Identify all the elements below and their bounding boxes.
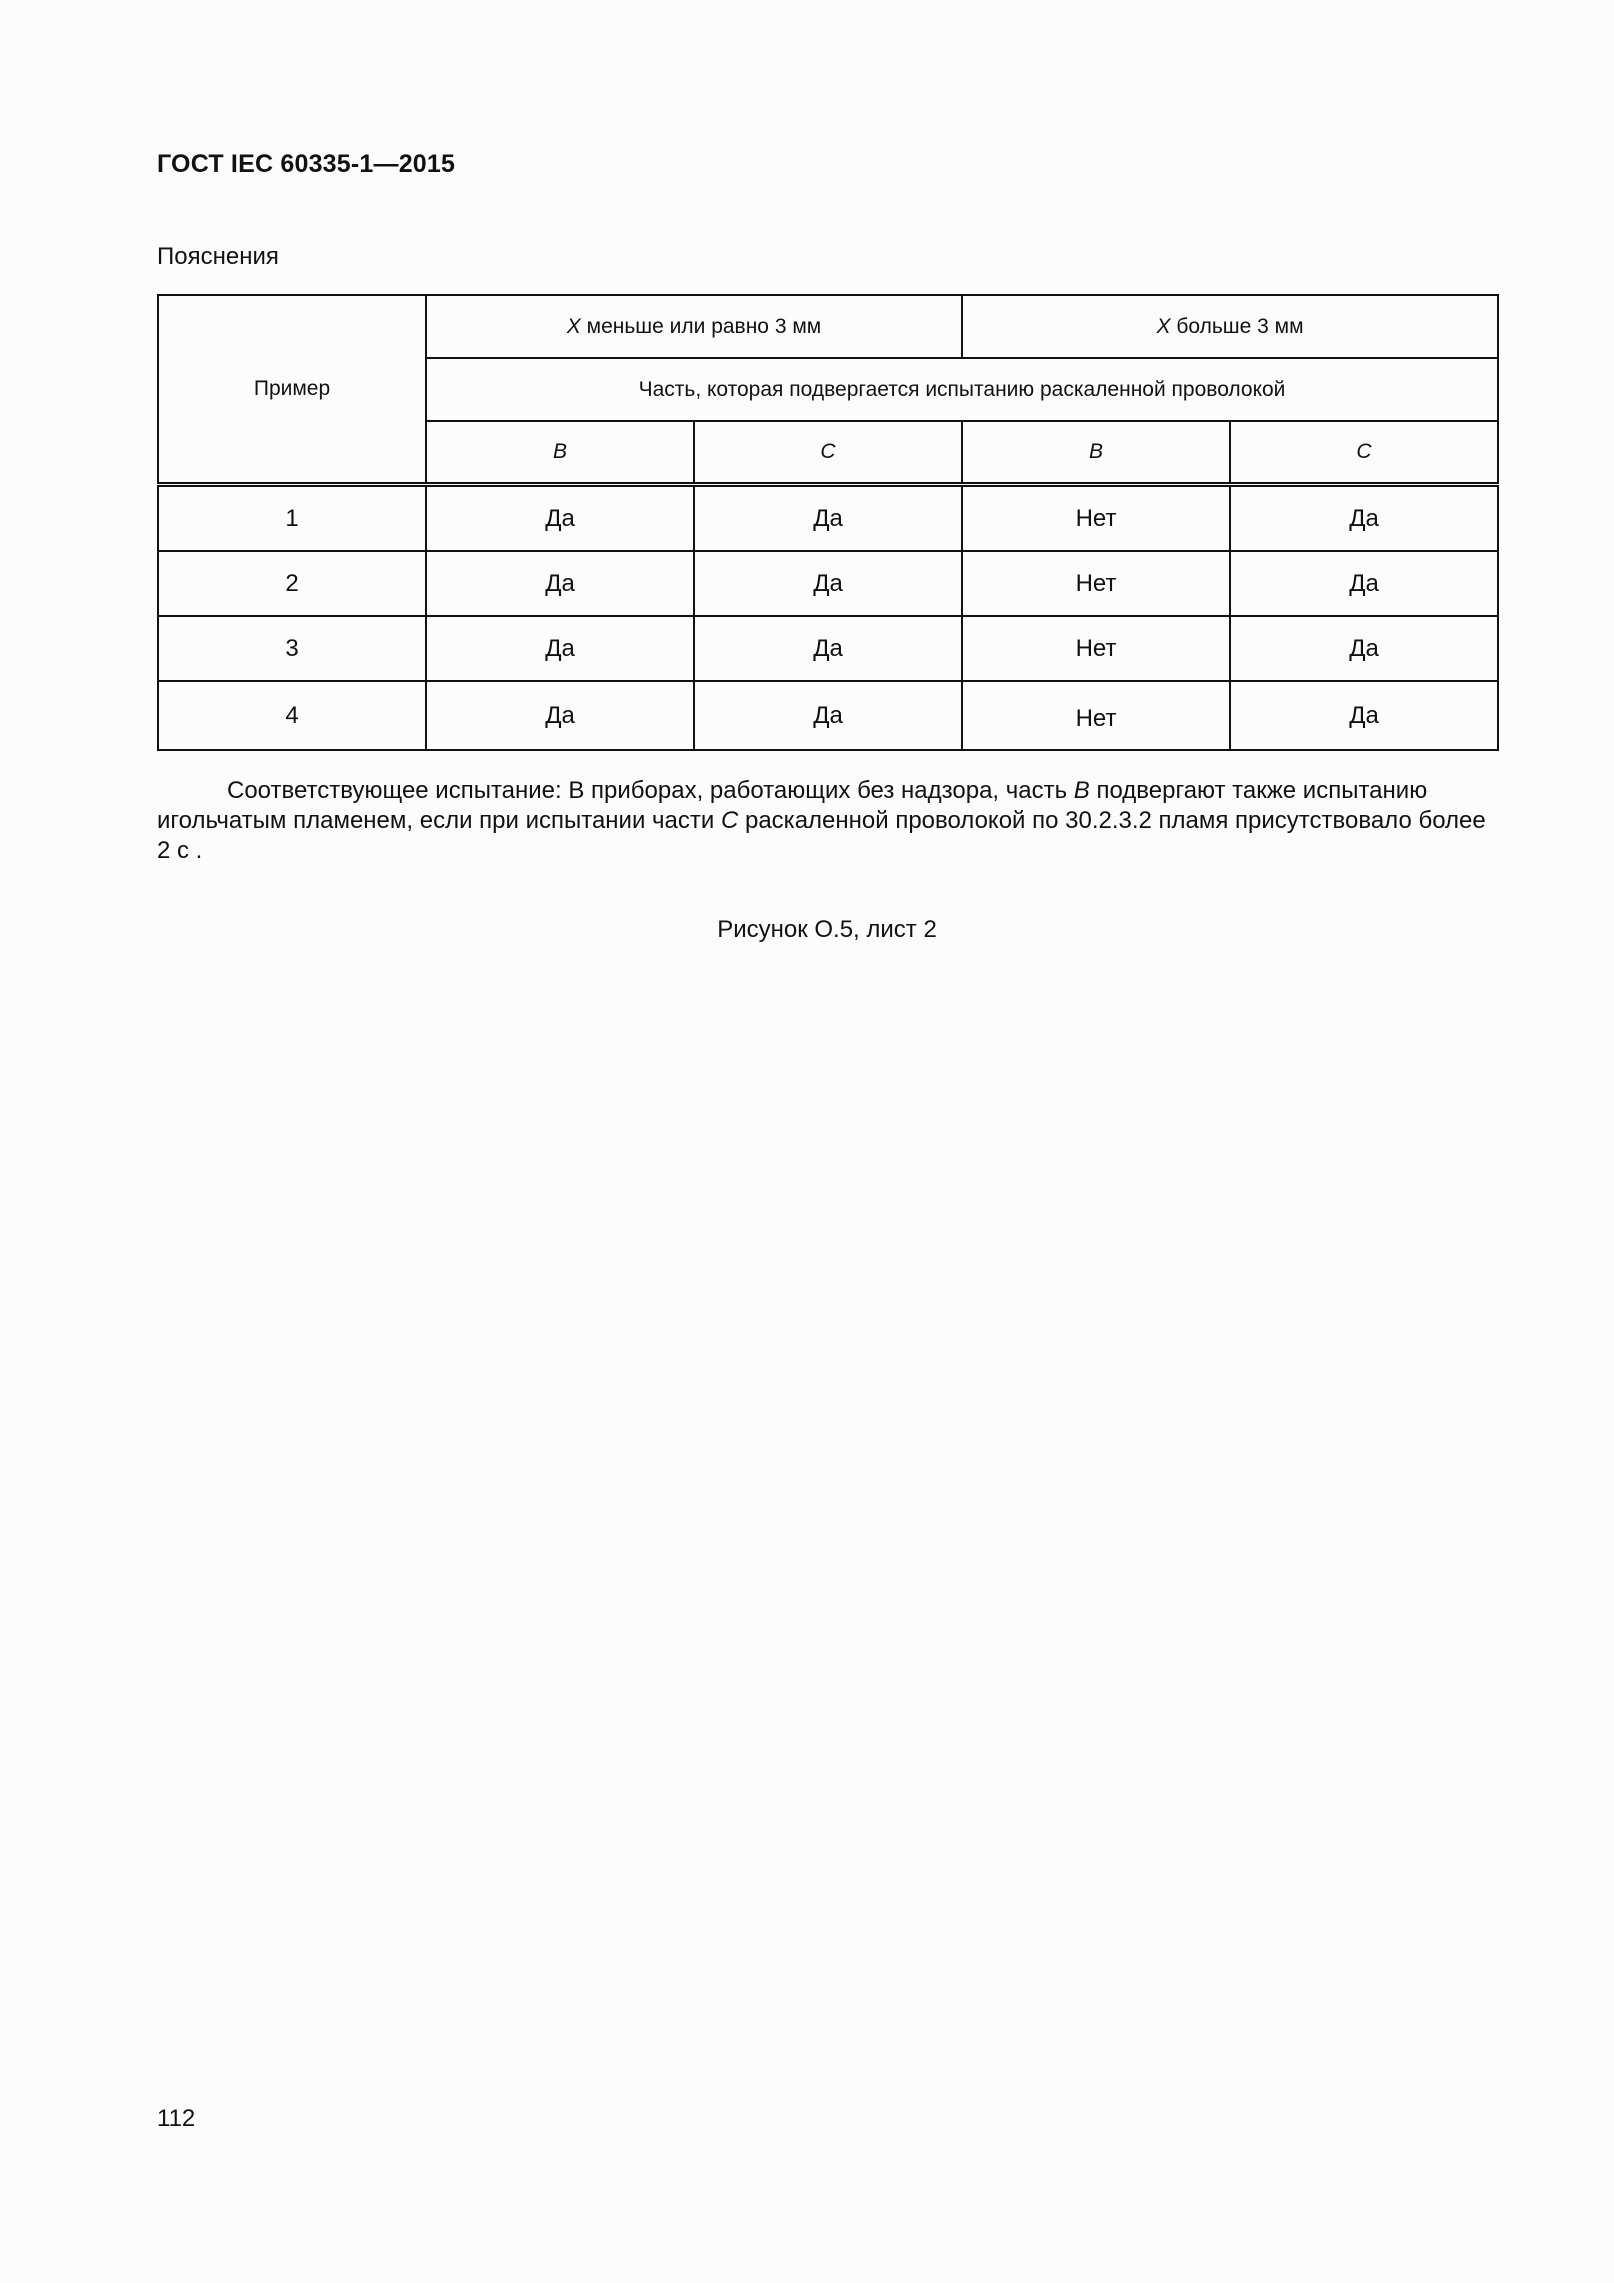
header-tested-part: Часть, которая подвергается испытанию раскаленной проволокой xyxy=(426,358,1498,421)
table-row xyxy=(158,616,1498,681)
note-text-3: раскаленной проволокой по 30.2.3.2 пламя присутствовало более 2 с . xyxy=(157,807,1486,864)
test-note xyxy=(157,776,1497,866)
header-part-b-right: B xyxy=(962,421,1230,485)
cell-value: Да xyxy=(1230,485,1498,552)
legend-caption: Пояснения xyxy=(157,243,279,270)
table-row xyxy=(158,551,1498,616)
cell-value: Да xyxy=(426,616,694,681)
group-left-var: X xyxy=(566,314,581,338)
cell-value: Да xyxy=(694,681,962,750)
cell-value: Да xyxy=(426,485,694,552)
table-header-row-groups xyxy=(158,295,1498,358)
cell-value: Да xyxy=(694,485,962,552)
note-var-b: B xyxy=(1073,777,1090,804)
page-header-standard: ГОСТ IEC 60335-1—2015 xyxy=(157,150,456,178)
header-group-x-le-3mm xyxy=(426,295,962,358)
header-part-c-left: C xyxy=(694,421,962,485)
cell-value: Да xyxy=(694,616,962,681)
cell-value: Да xyxy=(1230,551,1498,616)
header-group-x-gt-3mm xyxy=(962,295,1498,358)
cell-value: Нет xyxy=(962,551,1230,616)
cell-example: 1 xyxy=(158,485,426,552)
note-text-1: Соответствующее испытание: В приборах, работающих без надзора, часть xyxy=(227,777,1074,804)
note-var-c: C xyxy=(720,807,739,834)
cell-value: Да xyxy=(694,551,962,616)
figure-caption: Рисунок О.5, лист 2 xyxy=(717,916,937,943)
group-right-var: X xyxy=(1156,314,1171,338)
note-text-2: подвергают также испытанию игольчатым пламенем, если при испытании части xyxy=(157,777,1428,834)
header-example-label: Пример xyxy=(253,377,331,400)
table-row xyxy=(158,485,1498,552)
header-part-b-left: B xyxy=(426,421,694,485)
cell-value xyxy=(962,681,1230,750)
cell-value: Нет xyxy=(962,485,1230,552)
cell-value: Да xyxy=(1230,616,1498,681)
explanation-table xyxy=(157,294,1499,751)
cell-example: 4 xyxy=(158,681,426,750)
cell-value: Нет xyxy=(962,616,1230,681)
group-right-text: больше 3 мм xyxy=(1170,314,1304,338)
header-part-c-right: C xyxy=(1230,421,1498,485)
header-example xyxy=(158,295,426,485)
cell-value: Да xyxy=(1230,681,1498,750)
cell-value: Да xyxy=(426,681,694,750)
cell-example: 2 xyxy=(158,551,426,616)
table-row xyxy=(158,681,1498,750)
group-left-text: меньше или равно 3 мм xyxy=(580,314,822,338)
cell-value: Да xyxy=(426,551,694,616)
page-number: 112 xyxy=(157,2105,196,2132)
cell-value-text: Нет xyxy=(1075,704,1117,732)
cell-example: 3 xyxy=(158,616,426,681)
